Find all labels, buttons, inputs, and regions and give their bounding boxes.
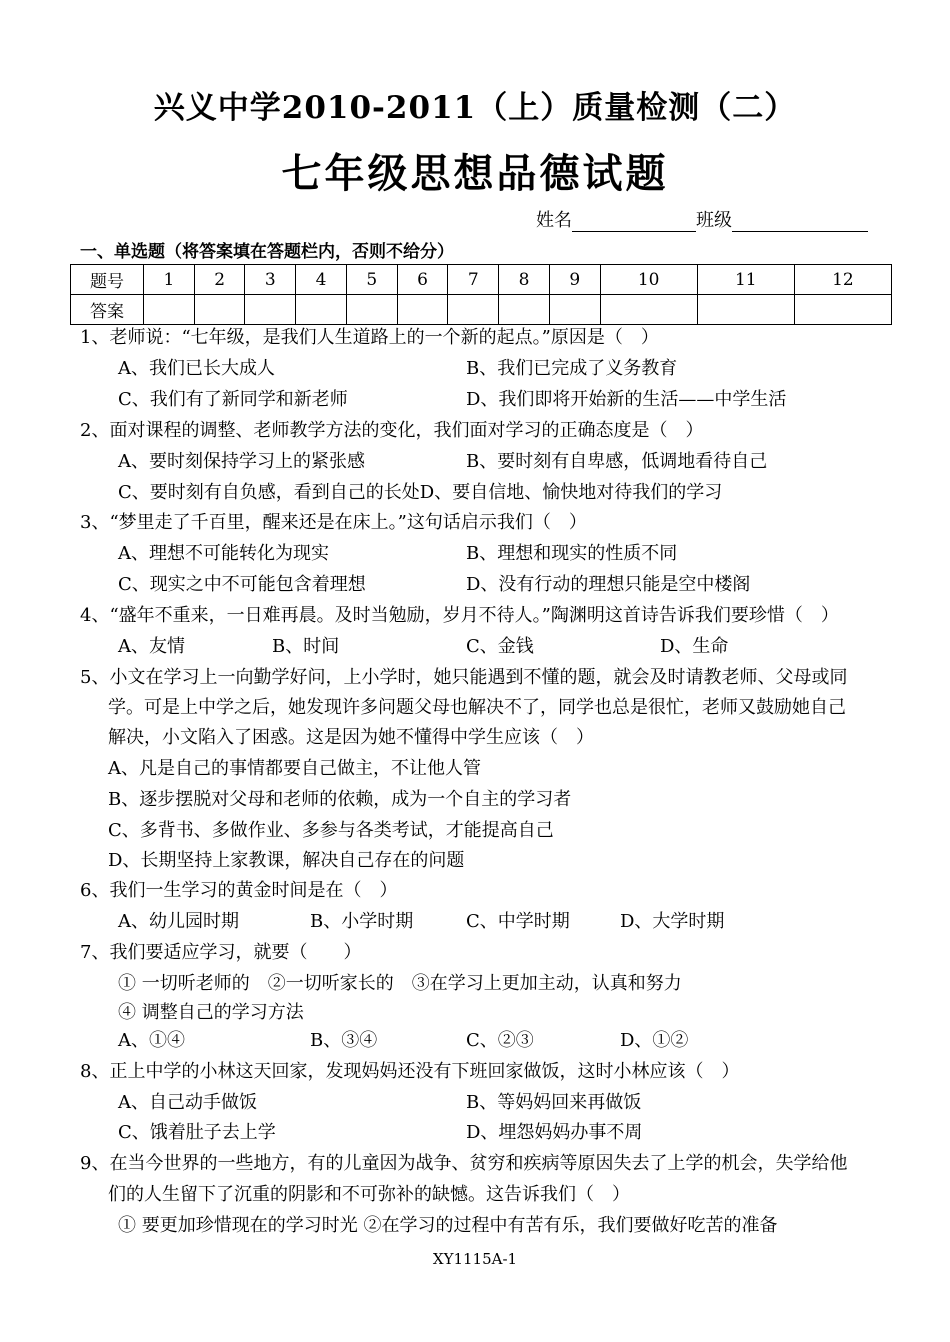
name-class-row xyxy=(536,206,868,232)
q8-option-c: C、饿着肚子去上学 xyxy=(118,1122,276,1143)
answer-cell[interactable] xyxy=(448,295,499,325)
question-number-cell: 11 xyxy=(697,265,794,295)
question-number-cell: 2 xyxy=(194,265,245,295)
q4-option-a: A、友情 xyxy=(118,636,185,657)
question-number-cell: 10 xyxy=(600,265,697,295)
q6-option-b: B、小学时期 xyxy=(310,911,414,932)
question-number-cell: 12 xyxy=(794,265,891,295)
q5-option-d: D、长期坚持上家教课，解决自己存在的问题 xyxy=(108,850,465,871)
q9-items-line1: ① 要更加珍惜现在的学习时光 ②在学习的过程中有苦有乐，我们要做好吃苦的准备 xyxy=(118,1215,778,1236)
q1-option-b: B、我们已完成了义务教育 xyxy=(466,358,678,379)
q4-stem: 4、“盛年不重来，一日难再晨。及时当勉励，岁月不待人。”陶渊明这首诗告诉我们要珍惜（ ） xyxy=(80,605,839,626)
q7-items-line2: ④ 调整自己的学习方法 xyxy=(118,1002,304,1023)
q5-stem-line3: 解决，小文陷入了困惑。这是因为她不懂得中学生应该（ ） xyxy=(108,727,594,748)
answer-table-number-row xyxy=(71,265,892,295)
question-number-cell: 4 xyxy=(296,265,347,295)
q5-option-b: B、逐步摆脱对父母和老师的依赖，成为一个自主的学习者 xyxy=(108,789,572,810)
question-number-cell: 8 xyxy=(499,265,550,295)
q8-option-a: A、自己动手做饭 xyxy=(118,1092,257,1113)
answer-cell[interactable] xyxy=(296,295,347,325)
q8-stem: 8、正上中学的小林这天回家，发现妈妈还没有下班回家做饭，这时小林应该（ ） xyxy=(80,1061,740,1082)
answer-table-answer-row xyxy=(71,295,892,325)
class-label: 班级 xyxy=(696,210,732,231)
q7-option-a: A、①④ xyxy=(118,1030,185,1051)
q5-option-a: A、凡是自己的事情都要自己做主，不让他人管 xyxy=(108,758,481,779)
q4-option-b: B、时间 xyxy=(272,636,340,657)
exam-title-line2: 七年级思想品德试题 xyxy=(281,150,669,197)
q8-option-b: B、等妈妈回来再做饭 xyxy=(466,1092,642,1113)
q5-stem-line1: 5、小文在学习上一向勤学好问，上小学时，她只能遇到不懂的题，就会及时请教老师、父母或同 xyxy=(80,667,848,688)
q3-option-b: B、理想和现实的性质不同 xyxy=(466,543,678,564)
class-blank[interactable] xyxy=(732,213,868,232)
q1-stem: 1、老师说：“七年级，是我们人生道路上的一个新的起点。”原因是（ ） xyxy=(80,327,659,348)
answer-cell[interactable] xyxy=(245,295,296,325)
q5-option-c: C、多背书、多做作业、多参与各类考试，才能提高自己 xyxy=(108,820,554,841)
answer-cell[interactable] xyxy=(144,295,195,325)
q1-option-a: A、我们已长大成人 xyxy=(118,358,275,379)
answer-cell[interactable] xyxy=(794,295,891,325)
q1-option-c: C、我们有了新同学和新老师 xyxy=(118,389,348,410)
q2-stem: 2、面对课程的调整、老师教学方法的变化，我们面对学习的正确态度是（ ） xyxy=(80,420,704,441)
name-blank[interactable] xyxy=(572,213,696,232)
q7-option-b: B、③④ xyxy=(310,1030,378,1051)
q2-option-cd: C、要时刻有自负感，看到自己的长处D、要自信地、愉快地对待我们的学习 xyxy=(118,482,723,503)
q6-option-a: A、幼儿园时期 xyxy=(118,911,239,932)
answer-cell[interactable] xyxy=(600,295,697,325)
answer-label: 答案 xyxy=(71,295,144,325)
question-number-cell: 1 xyxy=(144,265,195,295)
q7-items-line1: ① 一切听老师的 ②一切听家长的 ③在学习上更加主动，认真和努力 xyxy=(118,973,682,994)
q8-option-d: D、埋怨妈妈办事不周 xyxy=(466,1122,643,1143)
answer-table xyxy=(70,264,892,325)
question-number-cell: 7 xyxy=(448,265,499,295)
question-number-cell: 9 xyxy=(549,265,600,295)
q7-option-d: D、①② xyxy=(620,1030,689,1051)
exam-title-line1: 兴义中学2010-2011（上）质量检测（二） xyxy=(153,90,797,126)
question-number-cell: 5 xyxy=(346,265,397,295)
q6-option-c: C、中学时期 xyxy=(466,911,570,932)
q7-option-c: C、②③ xyxy=(466,1030,534,1051)
answer-cell[interactable] xyxy=(499,295,550,325)
q4-option-c: C、金钱 xyxy=(466,636,534,657)
q7-stem: 7、我们要适应学习，就要（ ） xyxy=(80,942,362,963)
question-number-cell: 3 xyxy=(245,265,296,295)
q9-stem-line2: 们的人生留下了沉重的阴影和不可弥补的缺憾。这告诉我们（ ） xyxy=(108,1184,630,1205)
question-number-cell: 6 xyxy=(397,265,448,295)
q3-stem: 3、“梦里走了千百里，醒来还是在床上。”这句话启示我们（ ） xyxy=(80,512,587,533)
answer-cell[interactable] xyxy=(697,295,794,325)
q2-option-a: A、要时刻保持学习上的紧张感 xyxy=(118,451,365,472)
answer-cell[interactable] xyxy=(194,295,245,325)
answer-cell[interactable] xyxy=(549,295,600,325)
question-number-label: 题号 xyxy=(71,265,144,295)
section-heading: 一、单选题（将答案填在答题栏内，否则不给分） xyxy=(80,242,454,262)
page-footer-code: XY1115A-1 xyxy=(432,1250,518,1268)
answer-cell[interactable] xyxy=(346,295,397,325)
q6-option-d: D、大学时期 xyxy=(620,911,725,932)
q4-option-d: D、生命 xyxy=(660,636,729,657)
q6-stem: 6、我们一生学习的黄金时间是在（ ） xyxy=(80,880,398,901)
q3-option-d: D、没有行动的理想只能是空中楼阁 xyxy=(466,574,751,595)
q2-option-b: B、要时刻有自卑感，低调地看待自己 xyxy=(466,451,768,472)
q3-option-a: A、理想不可能转化为现实 xyxy=(118,543,329,564)
answer-cell[interactable] xyxy=(397,295,448,325)
q9-stem-line1: 9、在当今世界的一些地方，有的儿童因为战争、贫穷和疾病等原因失去了上学的机会，失学给他 xyxy=(80,1153,848,1174)
name-label: 姓名 xyxy=(536,210,572,231)
q1-option-d: D、我们即将开始新的生活——中学生活 xyxy=(466,389,787,410)
q5-stem-line2: 学。可是上中学之后，她发现许多问题父母也解决不了，同学也总是很忙，老师又鼓励她自己 xyxy=(108,697,846,718)
q3-option-c: C、现实之中不可能包含着理想 xyxy=(118,574,366,595)
